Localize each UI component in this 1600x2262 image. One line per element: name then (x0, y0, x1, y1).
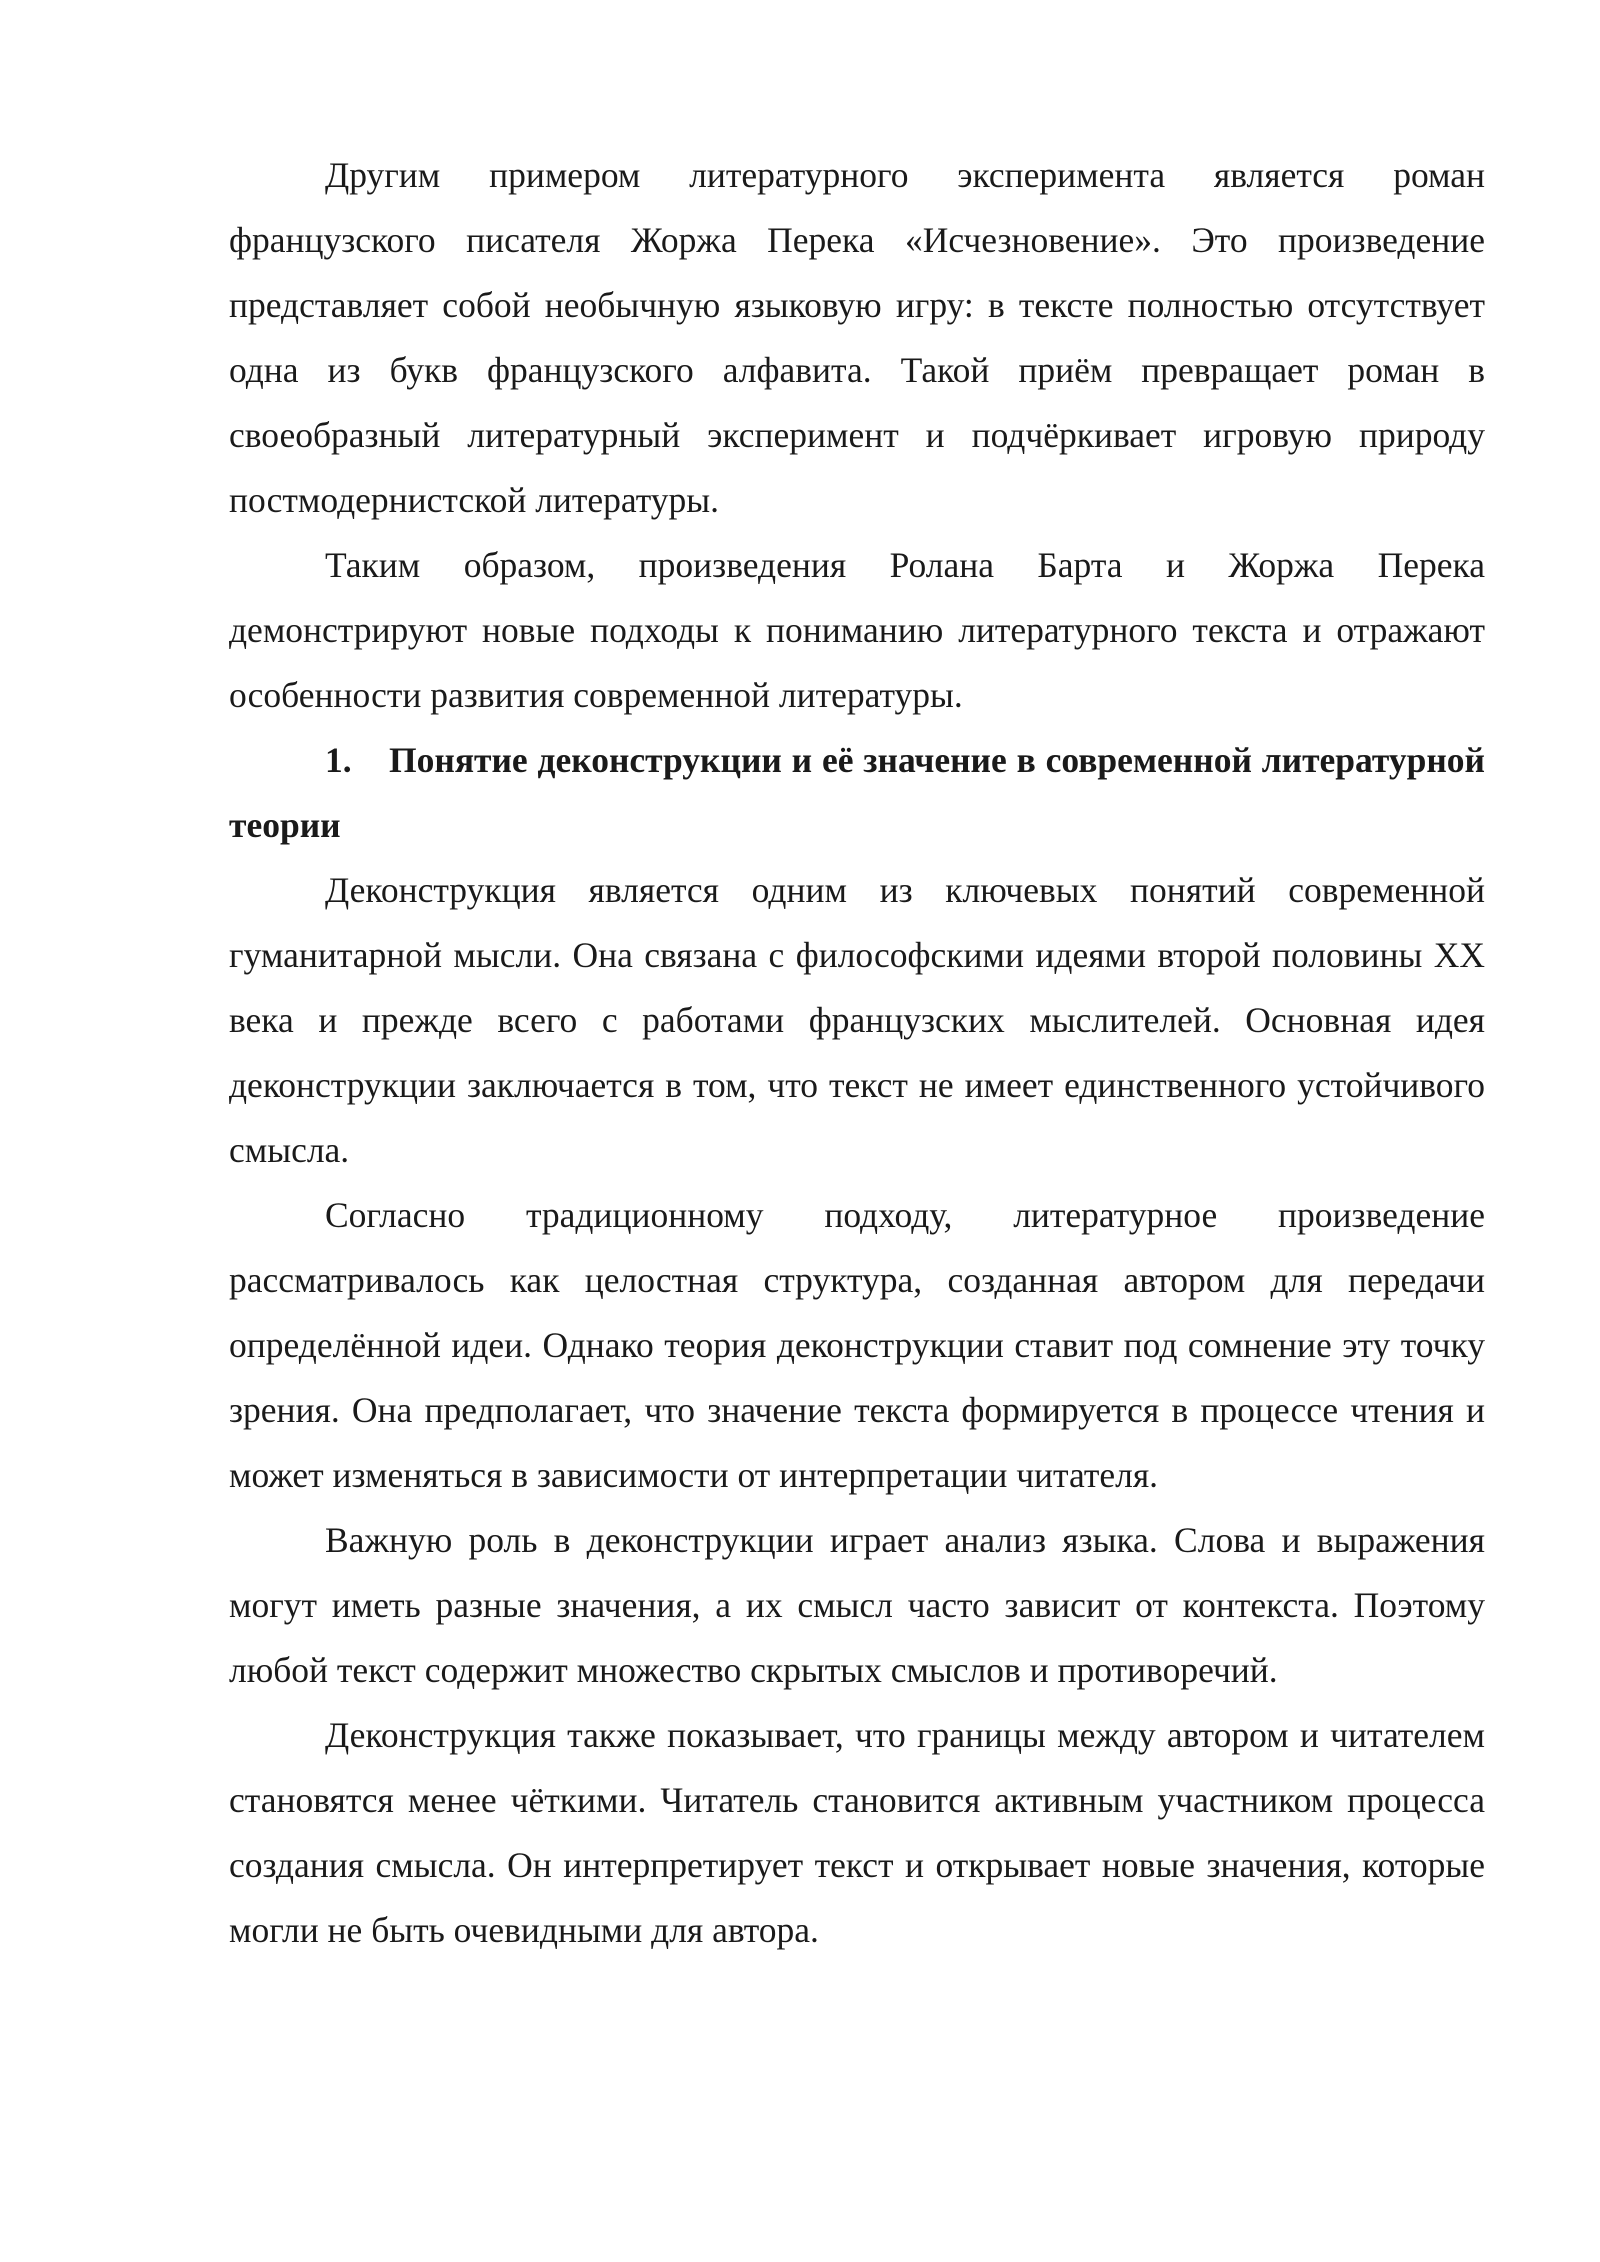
paragraph-deconstruction-definition: Деконструкция является одним из ключевых понятий современной гуманитарной мысли. Она связана с философскими идеями второй половины XX века и прежде всего с работами французских мыслителей. Основная идея деконструкции заключается в том, что текст не имеет единственного устойчивого смысла. (229, 870, 1485, 1170)
paragraph-traditional-approach: Согласно традиционному подходу, литературное произведение рассматривалось как целостная структура, созданная автором для передачи определённой идеи. Однако теория деконструкции ставит под сомнение эту точку зрения. Она предполагает, что значение текста формируется в процессе чтения и может изменяться в зависимости от интерпретации читателя. (229, 1195, 1485, 1495)
paragraph-perec-experiment: Другим примером литературного эксперимента является роман французского писателя Жоржа Перека «Исчезновение». Это произведение представляет собой необычную языковую игру: в тексте полностью отсутствует одна из букв французского алфавита. Такой приём превращает роман в своеобразный литературный эксперимент и подчёркивает игровую природу постмодернистской литературы. (229, 155, 1485, 520)
section-heading (229, 728, 1485, 858)
paragraph-barthes-perec-summary: Таким образом, произведения Ролана Барта и Жоржа Перека демонстрируют новые подходы к пониманию литературного текста и отражают особенности развития современной литературы. (229, 545, 1485, 715)
paragraph-author-reader: Деконструкция также показывает, что границы между автором и читателем становятся менее чёткими. Читатель становится активным участником процесса создания смысла. Он интерпретирует текст и открывает новые значения, которые могли не быть очевидными для автора. (229, 1715, 1485, 1950)
section-heading-title: Понятие деконструкции и её значение в современной литературной теории (229, 740, 1485, 845)
document-body (229, 143, 1485, 1963)
section-heading-number: 1. (325, 740, 352, 780)
paragraph-language-analysis: Важную роль в деконструкции играет анализ языка. Слова и выражения могут иметь разные значения, а их смысл часто зависит от контекста. Поэтому любой текст содержит множество скрытых смыслов и противоречий. (229, 1520, 1485, 1690)
